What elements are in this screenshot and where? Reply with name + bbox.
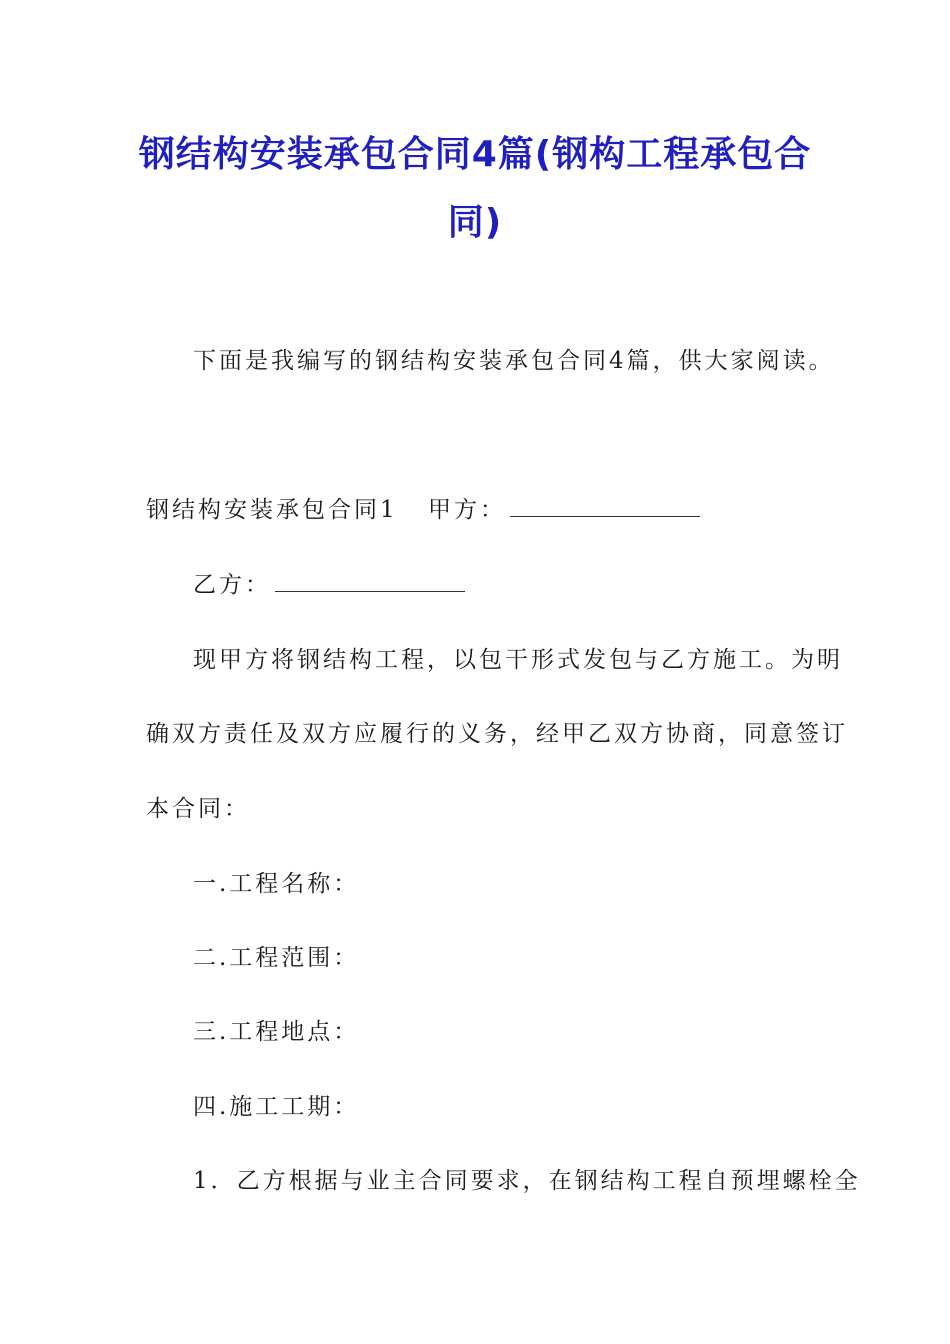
section-item: 1．乙方根据与业主合同要求，在钢结构工程自预埋螺栓全 [193,1168,861,1194]
document-title-line-1: 钢结构安装承包合同4篇(钢构工程承包合 [138,134,812,175]
paragraph-line: 确双方责任及双方应履行的义务，经甲乙双方协商，同意签订 [146,721,848,747]
party-a-field [428,496,700,524]
paragraph-line: 本合同： [146,796,250,822]
party-b-blank [275,573,465,592]
section-item: 四.施工工期： [193,1094,360,1120]
section-item: 二.工程范围： [193,945,360,971]
paragraph-line: 现甲方将钢结构工程，以包干形式发包与乙方施工。为明 [193,647,843,673]
contract-heading: 钢结构安装承包合同1 [146,497,398,523]
section-item: 一.工程名称： [193,871,360,897]
section-item: 三.工程地点： [193,1019,360,1045]
party-b-field [193,571,465,599]
party-a-blank [510,498,700,517]
intro-paragraph: 下面是我编写的钢结构安装承包合同4篇，供大家阅读。 [193,348,835,374]
party-a-label: 甲方： [428,497,506,523]
party-b-label: 乙方： [193,572,271,598]
document-title-line-2: 同) [447,202,503,243]
